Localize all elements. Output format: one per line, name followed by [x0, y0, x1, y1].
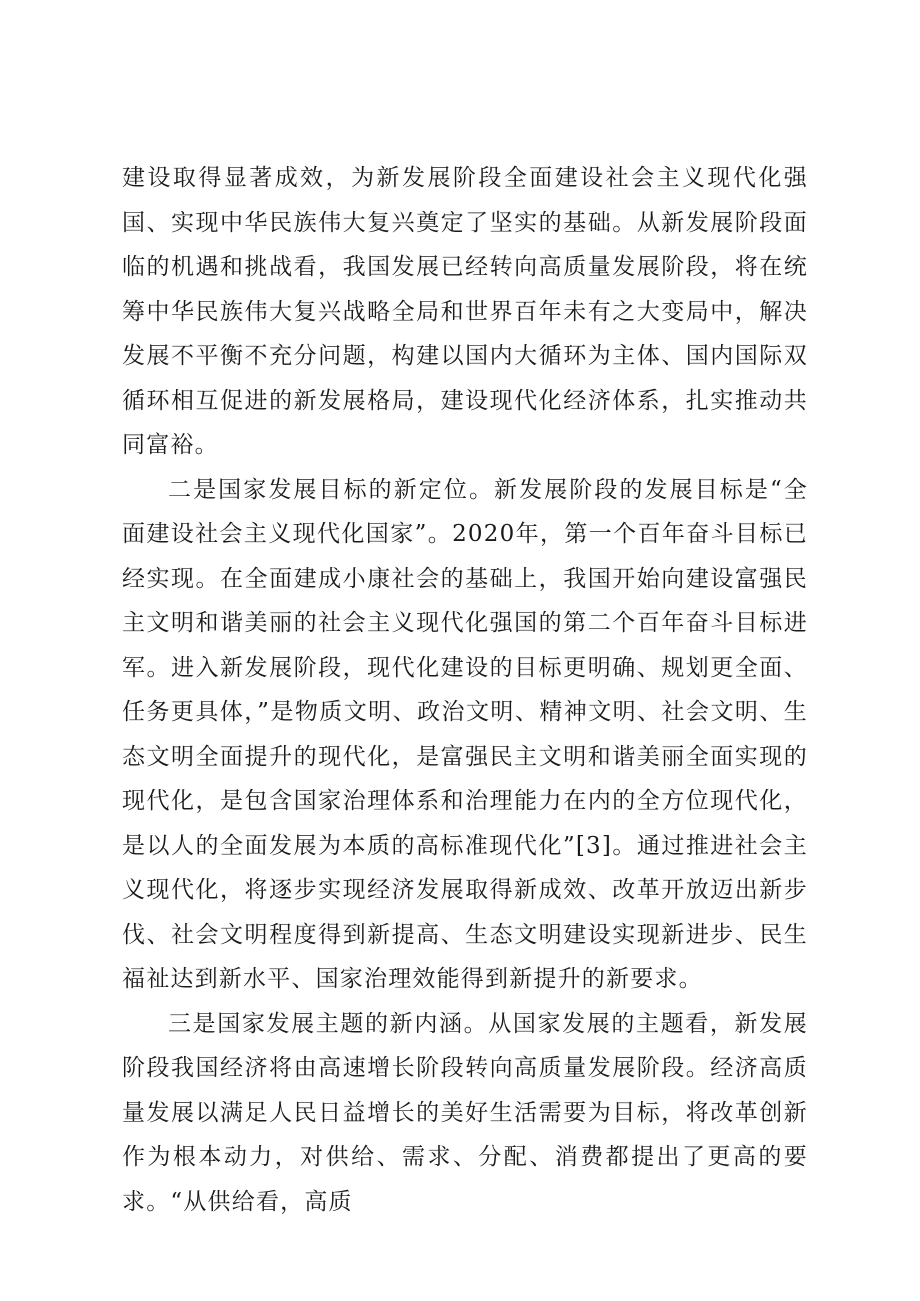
body-text [122, 156, 808, 1224]
paragraph-2: 二是国家发展目标的新定位。新发展阶段的发展目标是“全面建设社会主义现代化国家”。2020年，第一个百年奋斗目标已经实现。在全面建成小康社会的基础上，我国开始向建设富强民主文明和谐美丽的社会主义现代化强国的第二个百年奋斗目标进军。进入新发展阶段，现代化建设的目标更明确、规划更全面、任务更具体，”是物质文明、政治文明、精神文明、社会文明、生态文明全面提升的现代化，是富强民主文明和谐美丽全面实现的现代化，是包含国家治理体系和治理能力在内的全方位现代化，是以人的全面发展为本质的高标准现代化”[3]。通过推进社会主义现代化，将逐步实现经济发展取得新成效、改革开放迈出新步伐、社会文明程度得到新提高、生态文明建设实现新进步、民生福祉达到新水平、国家治理效能得到新提升的新要求。 [122, 476, 808, 992]
paragraph-3: 三是国家发展主题的新内涵。从国家发展的主题看，新发展阶段我国经济将由高速增长阶段转向高质量发展阶段。经济高质量发展以满足人民日益增长的美好生活需要为目标，将改革创新作为根本动力，对供给、需求、分配、消费都提出了更高的要求。“从供给看，高质 [122, 1010, 808, 1215]
paragraph-1: 建设取得显著成效，为新发展阶段全面建设社会主义现代化强国、实现中华民族伟大复兴奠定了坚实的基础。从新发展阶段面临的机遇和挑战看，我国发展已经转向高质量发展阶段，将在统筹中华民族伟大复兴战略全局和世界百年未有之大变局中，解决发展不平衡不充分问题，构建以国内大循环为主体、国内国际双循环相互促进的新发展格局，建设现代化经济体系，扎实推动共同富裕。 [122, 165, 808, 458]
